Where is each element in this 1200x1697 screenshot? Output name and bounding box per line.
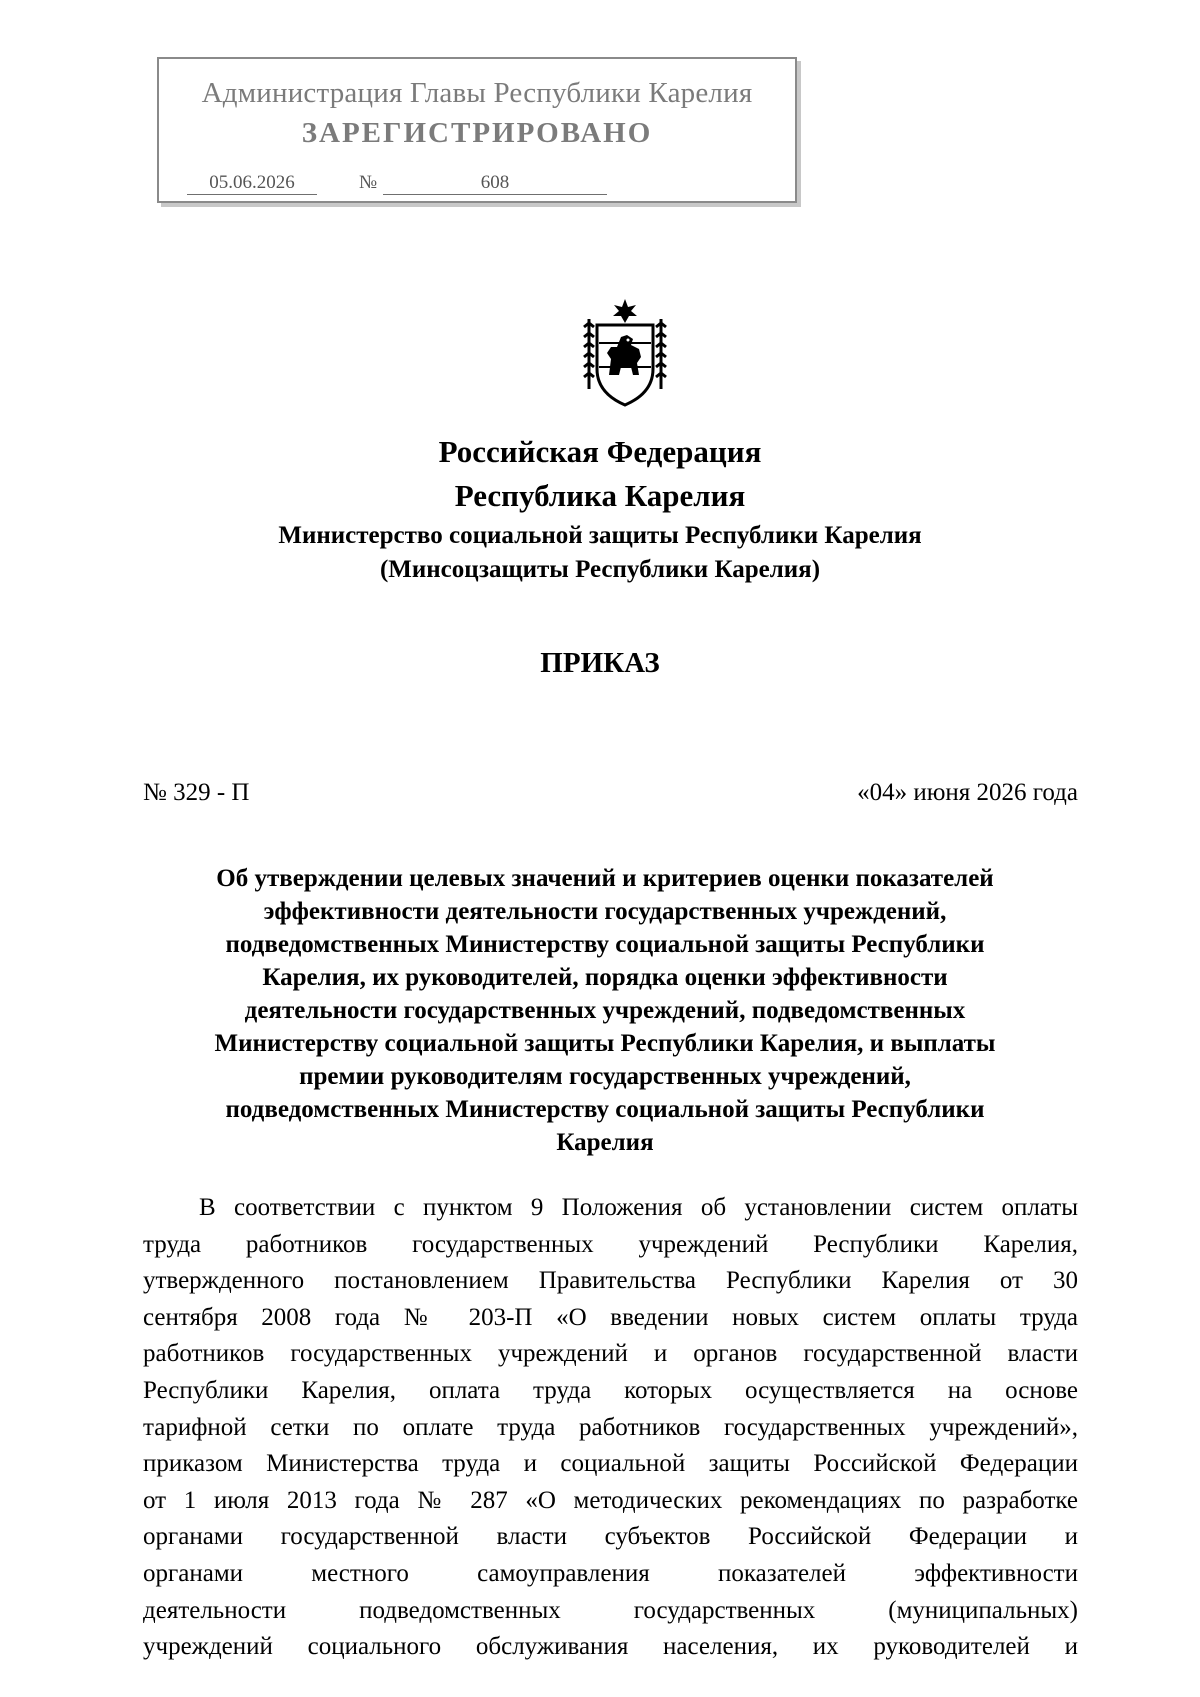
document-date: «04» июня 2026 года <box>857 779 1078 806</box>
title-line: премии руководителям государственных учреждений, <box>299 1063 911 1090</box>
title-line: Министерству социальной защиты Республики Карелия, и выплаты <box>214 1030 996 1057</box>
body-line: учреждений социального обслуживания населения, их руководителей и <box>143 1633 1078 1661</box>
title-line: Карелия, их руководителей, порядка оценки эффективности <box>262 964 948 991</box>
title-line: деятельности государственных учреждений, подведомственных <box>244 997 966 1024</box>
title-line: эффективности деятельности государственных учреждений, <box>263 898 947 925</box>
body-line: В соответствии с пунктом 9 Положения об установлении систем оплаты <box>199 1194 1078 1221</box>
body-line: труда работников государственных учреждений Республики Карелия, <box>143 1230 1078 1258</box>
body-line: органами государственной власти субъектов Российской Федерации и <box>143 1523 1078 1551</box>
title-line: подведомственных Министерству социальной защиты Республики <box>225 1096 985 1123</box>
registration-stamp <box>157 57 797 203</box>
title-line: Карелия <box>556 1129 654 1156</box>
document-title <box>150 862 1060 1159</box>
header-republic: Республика Карелия <box>454 478 746 513</box>
header-ministry: Министерство социальной защиты Республики Карелия <box>278 522 922 549</box>
body-line: тарифной сетки по оплате труда работников государственных учреждений», <box>143 1413 1078 1441</box>
document-number: № 329 - П <box>143 779 250 806</box>
body-line: сентября 2008 года № 203-П «О введении новых систем оплаты труда <box>143 1303 1078 1331</box>
stamp-number-sign: № <box>359 172 378 193</box>
body-line: от 1 июля 2013 года № 287 «О методических рекомендациях по разработке <box>143 1486 1078 1514</box>
header-ministry-short: (Минсоцзащиты Республики Карелия) <box>379 556 821 583</box>
stamp-date: 05.06.2026 <box>187 172 317 195</box>
body-line: деятельности подведомственных государственных (муниципальных) <box>143 1596 1078 1624</box>
document-type: ПРИКАЗ <box>540 647 660 679</box>
stamp-number: 608 <box>383 172 607 195</box>
body-line: органами местного самоуправления показателей эффективности <box>143 1559 1078 1587</box>
body-line: Республики Карелия, оплата труда которых осуществляется на основе <box>143 1376 1078 1404</box>
stamp-registered: ЗАРЕГИСТРИРОВАНО <box>301 117 653 149</box>
title-line: подведомственных Министерству социальной защиты Республики <box>225 931 985 958</box>
body-line: утвержденного постановлением Правительства Республики Карелия от 30 <box>143 1267 1078 1295</box>
header-country: Российская Федерация <box>438 434 762 469</box>
body-line: работников государственных учреждений и органов государственной власти <box>143 1340 1078 1368</box>
body-line: приказом Министерства труда и социальной защиты Российской Федерации <box>143 1450 1078 1478</box>
title-line: Об утверждении целевых значений и критериев оценки показателей <box>216 865 994 892</box>
stamp-authority: Администрация Главы Республики Карелия <box>201 77 753 109</box>
coat-of-arms-icon <box>581 297 669 409</box>
body-paragraph <box>143 1190 1078 1666</box>
